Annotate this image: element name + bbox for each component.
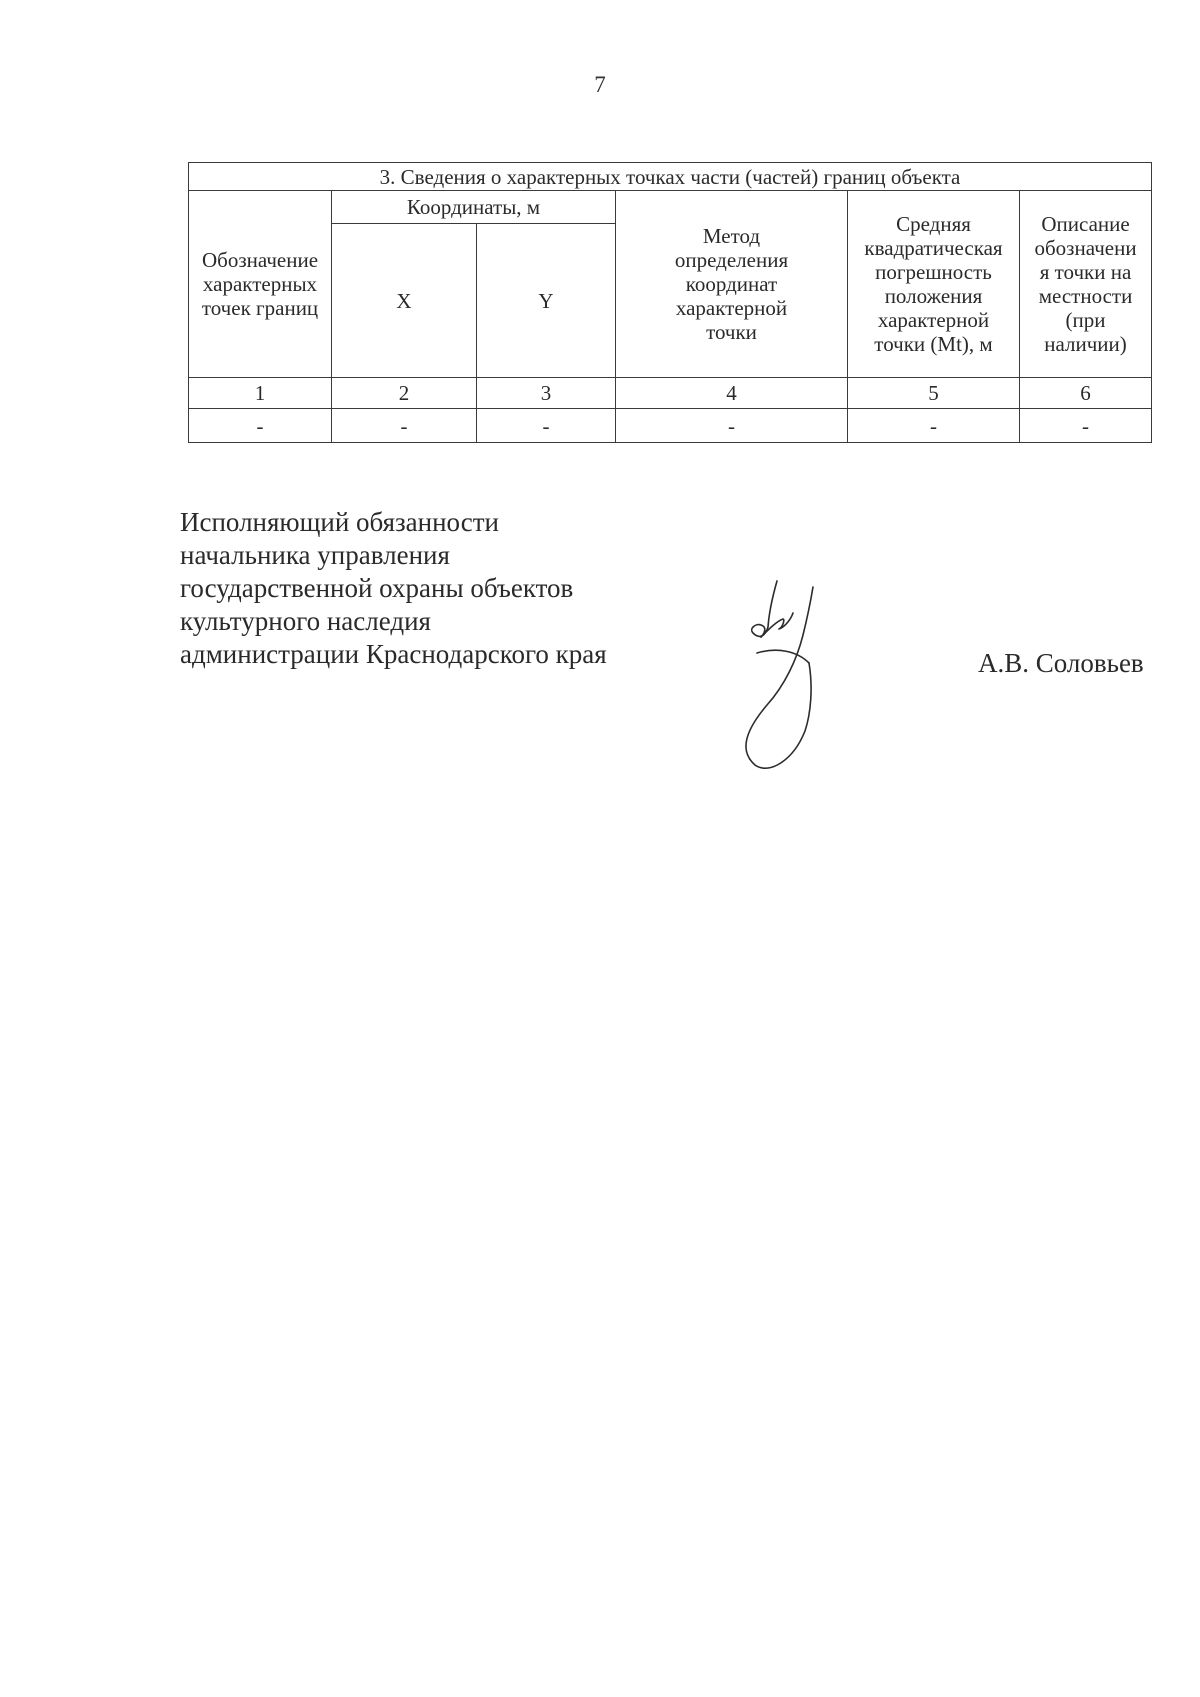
header-coordinates: Координаты, м <box>332 191 616 224</box>
table-cell: - <box>848 409 1020 443</box>
signer-position-line: начальника управления <box>180 540 450 570</box>
signer-name: А.В. Соловьев <box>978 648 1144 678</box>
column-number: 6 <box>1020 378 1152 409</box>
signer-position <box>180 506 607 671</box>
table-cell: - <box>1020 409 1152 443</box>
table-row <box>189 409 1152 443</box>
table-cell: - <box>332 409 477 443</box>
handwritten-signature <box>735 575 865 775</box>
signer-position-line: администрации Краснодарского края <box>180 639 607 669</box>
header-error: Средняя квадратическая погрешность положения характерной точки (Mt), м <box>848 191 1020 378</box>
column-number: 1 <box>189 378 332 409</box>
header-designation: Обозначение характерных точек границ <box>189 191 332 378</box>
column-number: 5 <box>848 378 1020 409</box>
table-cell: - <box>616 409 848 443</box>
table-header-row <box>189 191 1152 224</box>
page-number: 7 <box>594 72 606 97</box>
header-y: Y <box>477 224 616 378</box>
signer-position-line: Исполняющий обязанности <box>180 507 499 537</box>
column-number: 4 <box>616 378 848 409</box>
header-method: Метод определения координат характерной точки <box>616 191 848 378</box>
column-number: 3 <box>477 378 616 409</box>
table-cell: - <box>477 409 616 443</box>
table-title-row <box>189 163 1152 191</box>
header-x: X <box>332 224 477 378</box>
column-numbers-row <box>189 378 1152 409</box>
column-number: 2 <box>332 378 477 409</box>
signer-position-line: культурного наследия <box>180 606 431 636</box>
table-title: 3. Сведения о характерных точках части (частей) границ объекта <box>189 163 1152 191</box>
characteristic-points-table <box>188 162 1152 443</box>
table-cell: - <box>189 409 332 443</box>
signer-position-line: государственной охраны объектов <box>180 573 574 603</box>
header-description: Описание обозначени я точки на местности (при наличии) <box>1020 191 1152 378</box>
